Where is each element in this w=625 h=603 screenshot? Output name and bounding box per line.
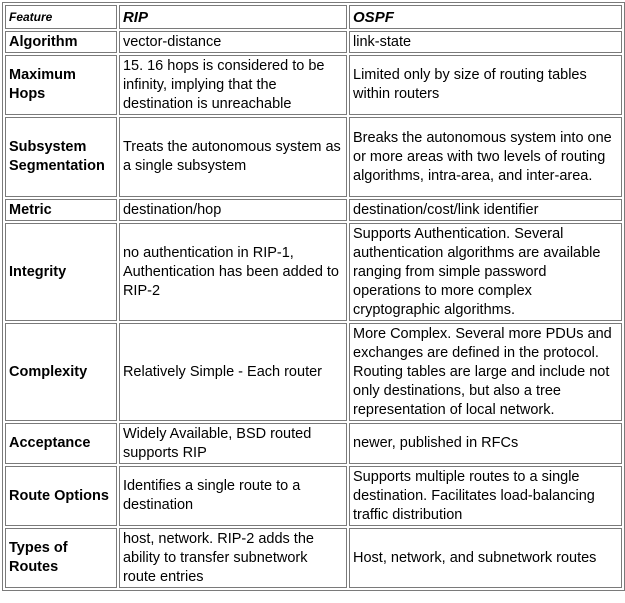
table-row (5, 466, 622, 526)
row-feature: Maximum Hops (5, 55, 117, 115)
row-feature: Integrity (5, 223, 117, 321)
row-ospf: Host, network, and subnetwork routes (349, 528, 622, 588)
row-ospf: newer, published in RFCs (349, 423, 622, 464)
table-row (5, 199, 622, 221)
row-rip: destination/hop (119, 199, 347, 221)
table-row (5, 323, 622, 421)
row-ospf: link-state (349, 31, 622, 53)
row-rip: 15. 16 hops is considered to be infinity, implying that the destination is unreachable (119, 55, 347, 115)
row-rip: Relatively Simple - Each router (119, 323, 347, 421)
header-ospf: OSPF (349, 5, 622, 29)
row-rip: Identifies a single route to a destination (119, 466, 347, 526)
header-rip: RIP (119, 5, 347, 29)
rip-ospf-comparison-table (2, 2, 625, 591)
table-row (5, 55, 622, 115)
row-ospf: More Complex. Several more PDUs and exchanges are defined in the protocol. Routing tables are large and include not only destinations, but also a tree representation of local network. (349, 323, 622, 421)
table-row (5, 423, 622, 464)
table-row (5, 528, 622, 588)
row-rip: Widely Available, BSD routed supports RIP (119, 423, 347, 464)
row-rip: vector-distance (119, 31, 347, 53)
row-ospf: Breaks the autonomous system into one or more areas with two levels of routing algorithms, intra-area, and inter-area. (349, 117, 622, 197)
row-rip: no authentication in RIP-1, Authentication has been added to RIP-2 (119, 223, 347, 321)
row-feature: Complexity (5, 323, 117, 421)
row-rip: host, network. RIP-2 adds the ability to transfer subnetwork route entries (119, 528, 347, 588)
table-row (5, 117, 622, 197)
row-ospf: destination/cost/link identifier (349, 199, 622, 221)
row-feature: Types of Routes (5, 528, 117, 588)
header-feature: Feature (5, 5, 117, 29)
row-feature: Metric (5, 199, 117, 221)
row-feature: Subsystem Segmentation (5, 117, 117, 197)
row-ospf: Supports multiple routes to a single destination. Facilitates load-balancing traffic distribution (349, 466, 622, 526)
row-feature: Route Options (5, 466, 117, 526)
row-feature: Algorithm (5, 31, 117, 53)
comparison-table-wrapper (2, 2, 625, 591)
table-row (5, 223, 622, 321)
table-header-row (5, 5, 622, 29)
row-ospf: Supports Authentication. Several authentication algorithms are available ranging from simple password operations to more complex cryptographic algorithms. (349, 223, 622, 321)
row-feature: Acceptance (5, 423, 117, 464)
row-ospf: Limited only by size of routing tables within routers (349, 55, 622, 115)
table-row (5, 31, 622, 53)
row-rip: Treats the autonomous system as a single subsystem (119, 117, 347, 197)
